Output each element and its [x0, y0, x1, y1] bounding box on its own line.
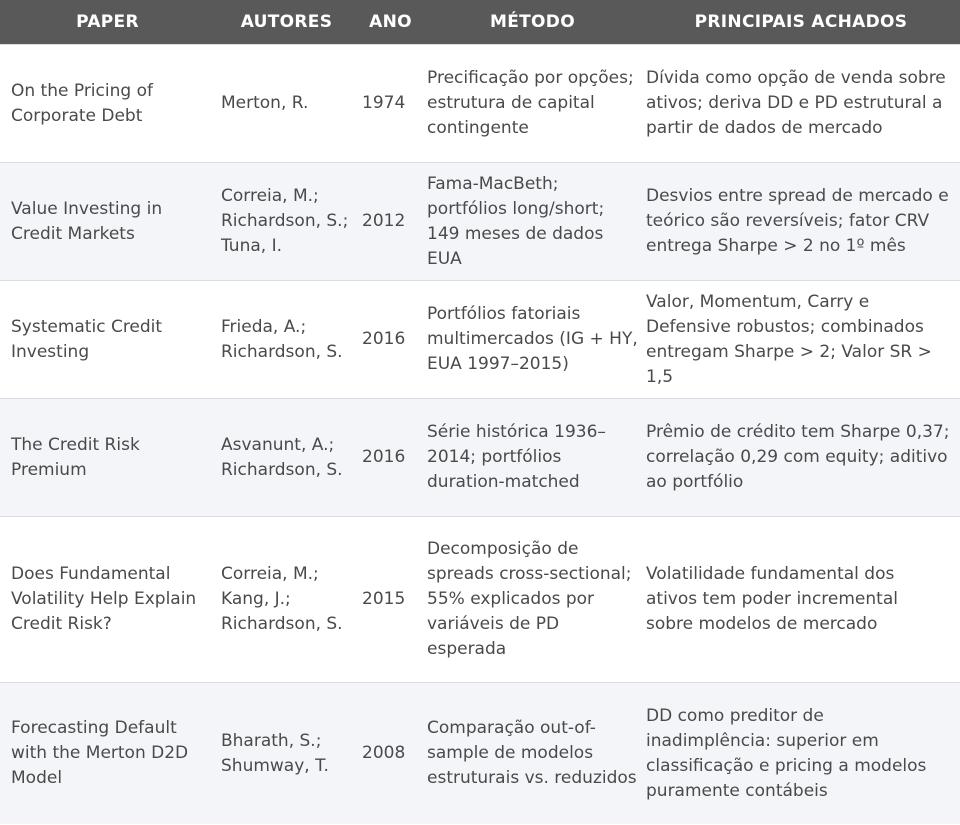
table-body	[0, 45, 960, 825]
cell-ano: 2016	[358, 281, 423, 399]
cell-paper: Value Investing in Credit Markets	[0, 163, 215, 281]
cell-achados: Desvios entre spread de mercado e teórico são reversíveis; fator CRV entrega Sharpe > 2 no 1º mês	[642, 163, 960, 281]
cell-autores: Merton, R.	[215, 45, 358, 163]
header-achados: PRINCIPAIS ACHADOS	[642, 0, 960, 45]
cell-autores: Bharath, S.; Shumway, T.	[215, 683, 358, 825]
table-row	[0, 683, 960, 825]
cell-achados: Volatilidade fundamental dos ativos tem poder incremental sobre modelos de mercado	[642, 517, 960, 683]
cell-paper: The Credit Risk Premium	[0, 399, 215, 517]
cell-ano: 2015	[358, 517, 423, 683]
cell-ano: 2008	[358, 683, 423, 825]
cell-autores: Correia, M.; Kang, J.; Richardson, S.	[215, 517, 358, 683]
cell-achados: DD como preditor de inadimplência: superior em classificação e pricing a modelos puramente contábeis	[642, 683, 960, 825]
cell-achados: Prêmio de crédito tem Sharpe 0,37; correlação 0,29 com equity; aditivo ao portfólio	[642, 399, 960, 517]
header-metodo: MÉTODO	[423, 0, 642, 45]
table-row	[0, 45, 960, 163]
cell-achados: Valor, Momentum, Carry e Defensive robustos; combinados entregam Sharpe > 2; Valor SR > 1,5	[642, 281, 960, 399]
cell-autores: Asvanunt, A.; Richardson, S.	[215, 399, 358, 517]
table-row	[0, 517, 960, 683]
cell-ano: 1974	[358, 45, 423, 163]
table-row	[0, 281, 960, 399]
header-row	[0, 0, 960, 45]
cell-metodo: Decomposição de spreads cross-sectional; 55% explicados por variáveis de PD esperada	[423, 517, 642, 683]
cell-autores: Correia, M.; Richardson, S.; Tuna, I.	[215, 163, 358, 281]
cell-paper: On the Pricing of Corporate Debt	[0, 45, 215, 163]
table-header	[0, 0, 960, 45]
cell-metodo: Portfólios fatoriais multimercados (IG + HY, EUA 1997–2015)	[423, 281, 642, 399]
cell-paper: Does Fundamental Volatility Help Explain Credit Risk?	[0, 517, 215, 683]
header-ano: ANO	[358, 0, 423, 45]
cell-metodo: Fama-MacBeth; portfólios long/short; 149 meses de dados EUA	[423, 163, 642, 281]
cell-achados: Dívida como opção de venda sobre ativos; deriva DD e PD estrutural a partir de dados de mercado	[642, 45, 960, 163]
header-paper: PAPER	[0, 0, 215, 45]
table-row	[0, 163, 960, 281]
cell-paper: Systematic Credit Investing	[0, 281, 215, 399]
table-row	[0, 399, 960, 517]
cell-ano: 2016	[358, 399, 423, 517]
cell-metodo: Precificação por opções; estrutura de capital contingente	[423, 45, 642, 163]
cell-metodo: Série histórica 1936–2014; portfólios duration-matched	[423, 399, 642, 517]
header-autores: AUTORES	[215, 0, 358, 45]
cell-metodo: Comparação out-of-sample de modelos estruturais vs. reduzidos	[423, 683, 642, 825]
cell-paper: Forecasting Default with the Merton D2D Model	[0, 683, 215, 825]
cell-ano: 2012	[358, 163, 423, 281]
cell-autores: Frieda, A.; Richardson, S.	[215, 281, 358, 399]
